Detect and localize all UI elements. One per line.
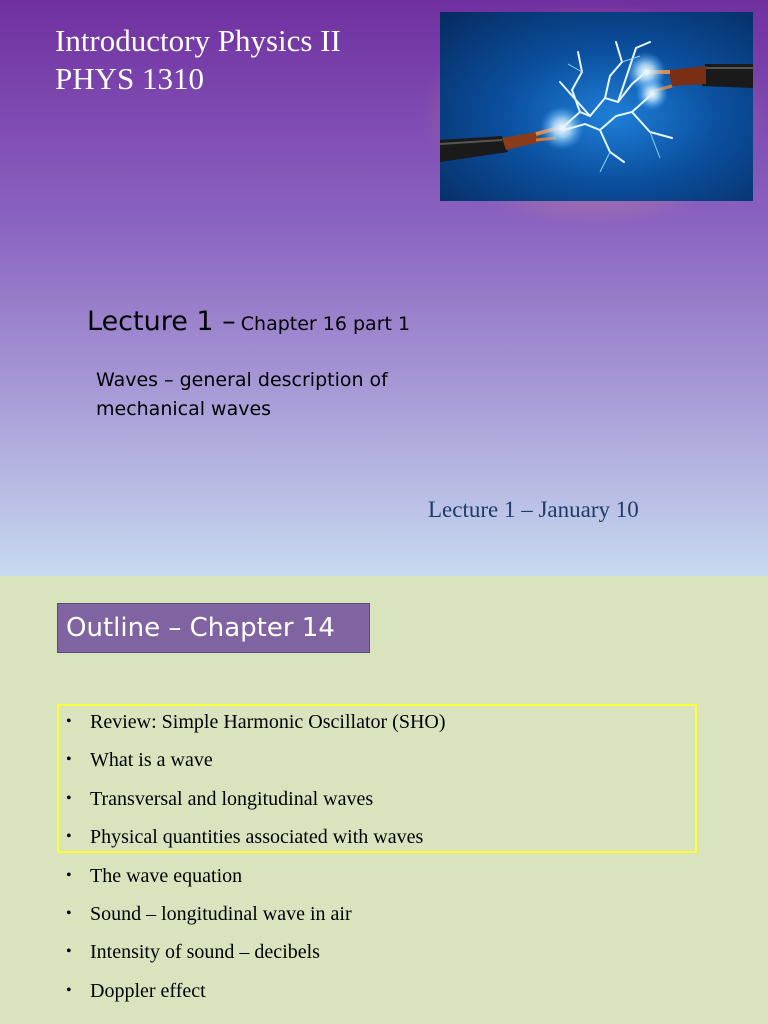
outline-list (60, 707, 446, 1014)
list-item (60, 937, 446, 975)
bullet-icon: • (66, 981, 72, 999)
bullet-icon: • (66, 828, 72, 846)
list-item-text: Intensity of sound – decibels (90, 941, 320, 964)
list-item (60, 822, 446, 860)
bullet-icon: • (66, 789, 72, 807)
list-item-text: Physical quantities associated with waves (90, 826, 424, 849)
list-item-text: Transversal and longitudinal waves (90, 787, 374, 810)
lecture-label: Lecture 1 – (87, 306, 236, 337)
list-item-text: Doppler effect (90, 979, 206, 1002)
electric-spark-photo (440, 12, 753, 201)
outline-title: Outline – Chapter 14 (57, 603, 370, 653)
list-item (60, 899, 446, 937)
list-item (60, 861, 446, 899)
electric-spark-icon (440, 12, 753, 201)
list-item-text: The wave equation (90, 864, 243, 887)
list-item-text: Review: Simple Harmonic Oscillator (SHO) (90, 711, 446, 733)
subtitle-line-2: mechanical waves (96, 398, 272, 420)
lecture-subtitle (96, 366, 456, 424)
bullet-icon: • (66, 713, 72, 730)
outline-slide (0, 576, 768, 1024)
bullet-icon: • (66, 904, 72, 922)
bullet-icon: • (66, 751, 72, 769)
list-item (60, 976, 446, 1014)
list-item (60, 784, 446, 822)
course-title-line-1: Introductory Physics II (55, 23, 341, 58)
lecture-heading (87, 306, 410, 337)
subtitle-line-1: Waves – general description of (96, 369, 388, 391)
list-item-text: Sound – longitudinal wave in air (90, 902, 352, 925)
chapter-label: Chapter 16 part 1 (240, 313, 411, 335)
list-item-text: What is a wave (90, 749, 213, 772)
bullet-icon: • (66, 943, 72, 961)
lecture-date: Lecture 1 – January 10 (428, 497, 639, 522)
course-title-line-2: PHYS 1310 (55, 61, 205, 96)
bullet-icon: • (66, 866, 72, 884)
list-item (60, 745, 446, 783)
course-title (55, 22, 341, 98)
list-item (60, 707, 446, 745)
